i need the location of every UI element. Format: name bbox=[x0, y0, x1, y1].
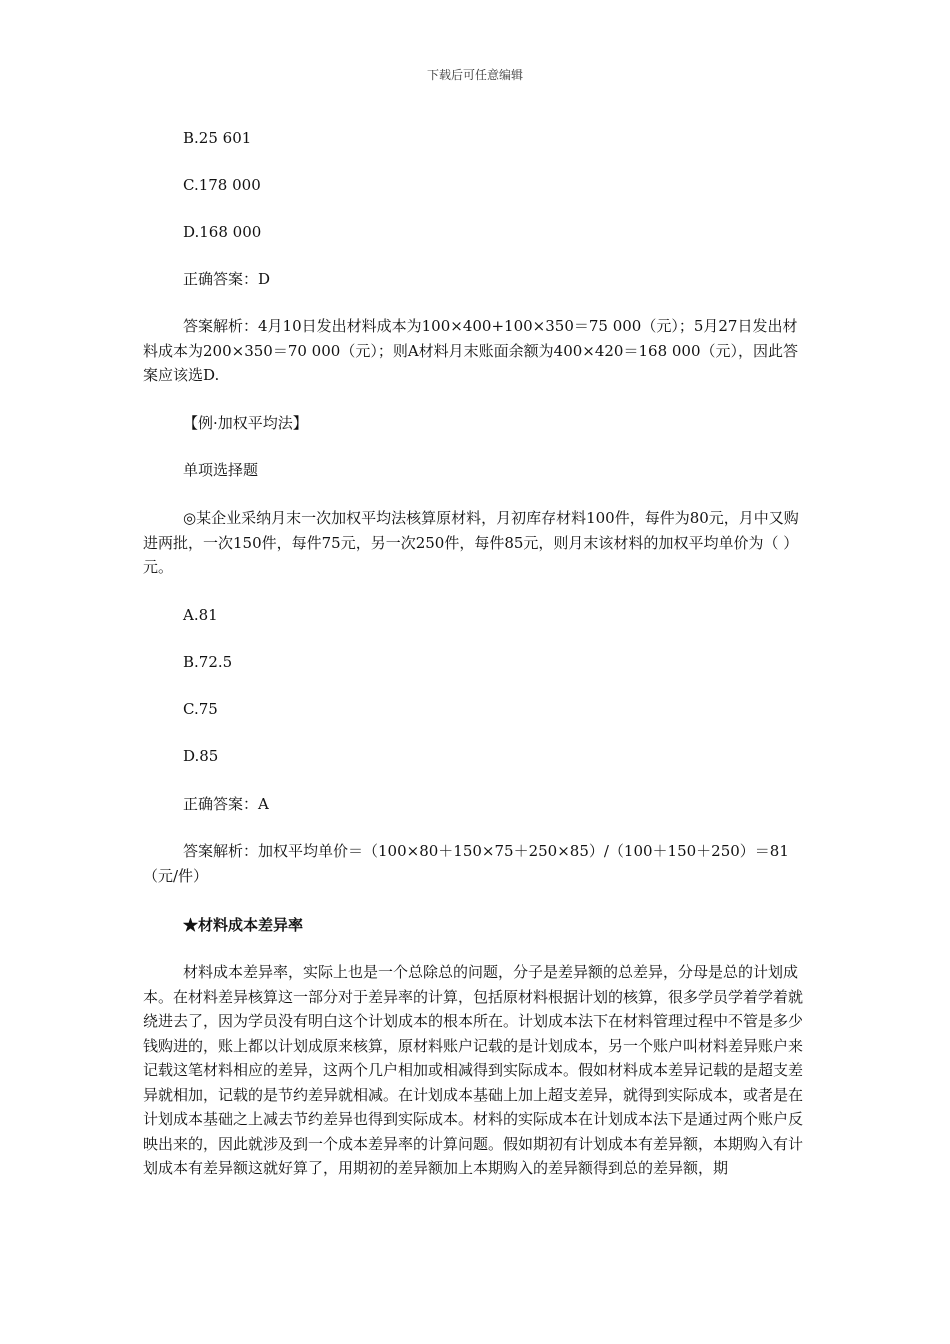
example-title: 【例·加权平均法】 bbox=[183, 414, 308, 432]
section-body: 材料成本差异率，实际上也是一个总除总的问题，分子是差异额的总差异，分母是总的计划成本。在材料差异核算这一部分对于差异率的计算，包括原材料根据计划的核算，很多学员学着学着就绕进去了，因为学员没有明白这个计划成本的根本所在。计划成本法下在材料管理过程中不管是多少钱购进的，账上都以计划成原来核算，原材料账户记载的是计划成本，另一个账户叫材料差异账户来记载这笔材料相应的差异，这两个几户相加或相减得到实际成本。假如材料成本差异记载的是超支差异就相加，记载的是节约差异就相减。在计划成本基础上加上超支差异，就得到实际成本，或者是在计划成本基础之上减去节约差异也得到实际成本。材料的实际成本在计划成本法下是通过两个账户反映出来的，因此就涉及到一个成本差异率的计算问题。假如期初有计划成本有差异额，本期购入有计划成本有差异额这就好算了，用期初的差异额加上本期购入的差异额得到总的差异额，期 bbox=[143, 963, 804, 1177]
example-option-d: D.85 bbox=[183, 747, 219, 765]
q1-option-d: D.168 000 bbox=[183, 223, 262, 241]
section-heading: ★材料成本差异率 bbox=[183, 916, 304, 934]
q1-option-c: C.178 000 bbox=[183, 176, 261, 194]
q1-answer: 正确答案：D bbox=[183, 270, 271, 288]
example-option-c: C.75 bbox=[183, 700, 218, 718]
example-analysis: 答案解析：加权平均单价＝（100×80＋150×75＋250×85）/（100＋150＋250）＝81（元/件） bbox=[143, 842, 789, 885]
q1-option-b: B.25 601 bbox=[183, 129, 252, 147]
example-type: 单项选择题 bbox=[183, 461, 259, 479]
page-header: 下载后可任意编辑 bbox=[426, 68, 523, 82]
example-option-a: A.81 bbox=[183, 606, 218, 624]
example-question: ◎某企业采纳月末一次加权平均法核算原材料，月初库存材料100件，每件为80元，月中又购进两批，一次150件，每件75元，另一次250件，每件85元，则月末该材料的加权平均单价为（ ）元。 bbox=[143, 509, 799, 576]
q1-analysis: 答案解析：4月10日发出材料成本为100×400+100×350＝75 000（元）；5月27日发出材料成本为200×350＝70 000（元）；则A材料月末账面余额为400×420＝168 000（元），因此答案应该选D. bbox=[143, 317, 799, 384]
example-option-b: B.72.5 bbox=[183, 653, 233, 671]
example-answer: 正确答案：A bbox=[183, 795, 269, 813]
